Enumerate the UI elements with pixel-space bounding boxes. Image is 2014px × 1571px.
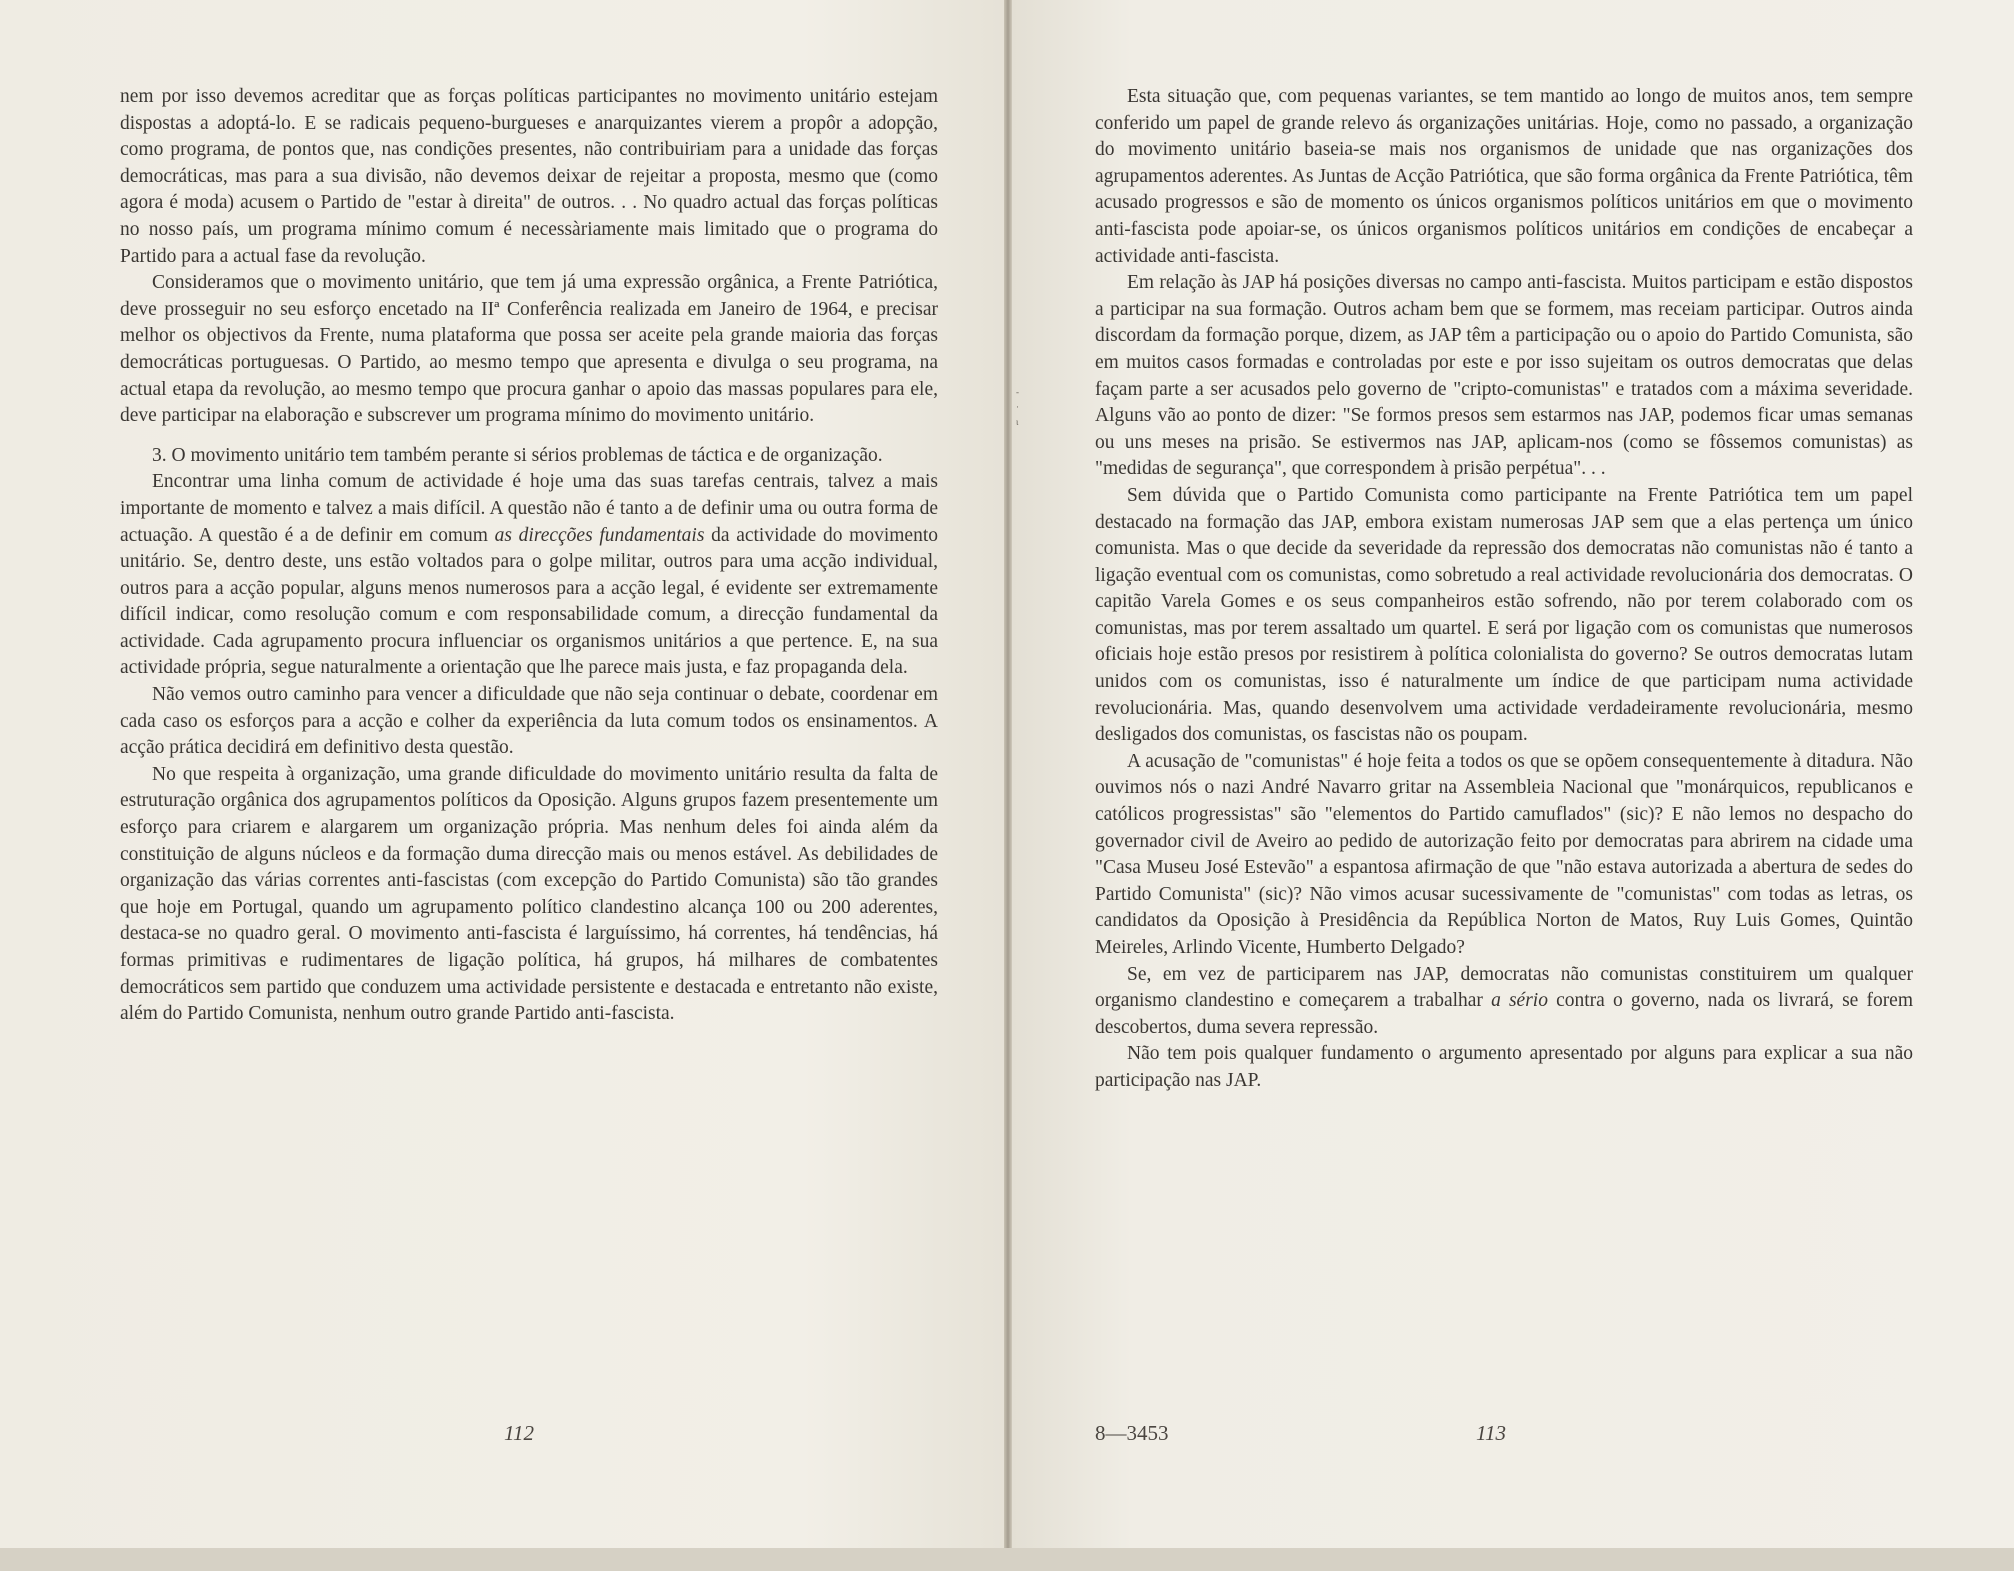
text-run: da actividade do movimento unitário. Se, dentro deste, uns estão voltados para o golpe militar, outros para uma acção individual, outros para a acção popular, alguns menos numerosos para a acção legal, é evidente ser extremamente difícil indicar, como resolução comum e com responsabilidade comum, a direcção fundamental da actividade. Cada agrupamento procura influenciar os organismos unitários a que pertence. E, na sua actividade própria, segue naturalmente a orientação que lhe parece mais justa, e faz propaganda dela. xyxy=(120,524,939,679)
paragraph: No que respeita à organização, uma grande dificuldade do movimento unitário resulta da falta de estruturação orgânica dos agrupamentos políticos da Oposição. Alguns grupos fazem presentemente um esforço para criarem e alargarem um organização própria. Mas nenhum deles foi ainda além da constituição de alguns núcleos e da formação duma direcção mais ou menos estável. As debilidades de organização das várias correntes anti-fascistas (com excepção do Partido Comunista) são tão grandes que hoje em Portugal, quando um agrupamento político clandestino alcança 100 ou 200 aderentes, destaca-se no quadro geral. O movimento anti-fascista é larguíssimo, há correntes, há tendências, há formas primitivas e rudimentares de ligação política, há grupos, há milhares de combatentes democráticos sem partido que conduzem uma actividade persistente e destacada e entretanto não existe, além do Partido Comunista, nenhum outro grande Partido anti-fascista. xyxy=(120,763,938,1025)
paragraph: A acusação de "comunistas" é hoje feita a todos os que se opõem consequentemente à ditadura. Não ouvimos nós o nazi André Navarro gritar na Assembleia Nacional que "monárquicos, republicanos e católicos progressistas" são "elementos do Partido camuflados" (sic)? E não lemos no despacho do governador civil de Aveiro ao pedido de autorização feito por democratas para abrirem na cidade uma "Casa Museu José Estevão" a espantosa afirmação de que "não estava autorizada a abertura de sedes do Partido Comunista" (sic)? Não vimos acusar sucessivamente de "comunistas" com todas as letras, os candidatos da Oposição à Presidência da República Norton de Matos, Ruy Luis Gomes, Quintão Meireles, Arlindo Vicente, Humberto Delgado? xyxy=(1095,750,1913,958)
paragraph: Em relação às JAP há posições diversas no campo anti-fascista. Muitos participam e estão dispostos a participar na sua formação. Outros acham bem que se formem, mas receiam participar. Outros ainda discordam da formação porque, dizem, as JAP têm a participação ou o apoio do Partido Comunista, são em muitos casos formadas e controladas por este e por isso sujeitam os outros democratas que delas façam parte a ser acusados pelo governo de "cripto-comunistas" e tratados com a máxima severidade. Alguns vão ao ponto de dizer: "Se formos presos sem estarmos nas JAP, podemos ficar umas semanas ou uns meses na prisão. Se estivermos nas JAP, aplicam-nos (como se fôssemos comunistas) as "medidas de segurança", que correspondem à prisão perpétua". . . xyxy=(1095,272,1913,480)
page-number-right: 113 xyxy=(1476,1421,1506,1445)
printer-signature-mark: 8—3453 xyxy=(1095,1421,1169,1445)
right-page-text xyxy=(1095,84,1913,1095)
text-run: Encontrar uma linha comum de actividade é hoje uma das suas tarefas centrais, talvez a mais importante de momento e talvez a mais difícil. A questão não é tanto a de definir uma ou outra forma de actuação. A questão é a de definir em comum xyxy=(120,471,938,546)
section-3-heading-paragraph: 3. O movimento unitário tem também perante si sérios problemas de táctica e de organização. xyxy=(152,444,883,466)
paragraph: Esta situação que, com pequenas variantes, se tem mantido ao longo de muitos anos, tem sempre conferido um papel de grande relevo ás organizações unitárias. Hoje, como no passado, a organização do movimento unitário baseia-se mais nos organismos de unidade que nas organizações dos agrupamentos aderentes. As Juntas de Acção Patriótica, que são forma orgânica da Frente Patriótica, têm acusado progressos e são de momento os únicos organismos políticos unitários em que o movimento anti-fascista pode apoiar-se, os únicos organismos políticos unitários em condições de encabeçar a actividade anti-fascista. xyxy=(1095,86,1913,267)
paragraph: Consideramos que o movimento unitário, que tem já uma expressão orgânica, a Frente Patriótica, deve prosseguir no seu esforço encetado na IIª Conferência realizada em Janeiro de 1964, e precisar melhor os objectivos da Frente, numa plataforma que possa ser aceite pela grande maioria das forças democráticas portuguesas. O Partido, ao mesmo tempo que apresenta e divulga o seu programa, na actual etapa da revolução, ao mesmo tempo que procura ganhar o apoio das massas populares para ele, deve participar na elaboração e subscrever um programa mínimo do movimento unitário. xyxy=(120,272,938,427)
paragraph: Sem dúvida que o Partido Comunista como participante na Frente Patriótica tem um papel destacado na formação das JAP, embora existam numerosas JAP sem que a elas pertença um único comunista. Mas o que decide da severidade da repressão dos democratas não comunistas não é tanto a ligação eventual com os comunistas, como sobretudo a real actividade revolucionária dos democratas. O capitão Varela Gomes e os seus companheiros estão sofrendo, não por terem colaborado com os comunistas, mas por terem assaltado um quartel. E será por ligação com os comunistas que numerosos oficiais hoje estão presos por resistirem à política colonialista do governo? Se outros democratas lutam unidos com os comunistas, isso é naturalmente um índice de que participam numa actividade revolucionária. Mas, quando desenvolvem uma actividade verdadeiramente revolucionária, mesmo desligados dos comunistas, os fascistas não os poupam. xyxy=(1095,484,1913,746)
gutter-marks: - · ι xyxy=(1016,387,1019,427)
page-number-left: 112 xyxy=(504,1421,534,1445)
paragraph xyxy=(120,469,938,682)
italic-emphasis: as direcções fundamentais xyxy=(494,524,705,546)
italic-emphasis: a sério xyxy=(1491,990,1548,1012)
left-page-text xyxy=(120,84,938,1028)
page-bottom-edge xyxy=(0,1548,2014,1571)
text-run: contra o governo, nada os livrará, se forem descobertos, duma severa repressão. xyxy=(1095,990,1914,1038)
paragraph: Não tem pois qualquer fundamento o argumento apresentado por alguns para explicar a sua não participação nas JAP. xyxy=(1095,1043,1913,1091)
paragraph: nem por isso devemos acreditar que as forças políticas participantes no movimento unitário estejam dispostas a adoptá-lo. E se radicais pequeno-burgueses e anarquizantes vierem a propôr a adopção, como programa, de pontos que, nas condições presentes, não contribuiriam para a unidade das forças democráticas, mas para a sua divisão, não devemos deixar de rejeitar a proposta, mesmo que (como agora é moda) acusem o Partido de "estar à direita" de outros. . . No quadro actual das forças políticas no nosso país, um programa mínimo comum é necessàriamente mais limitado que o programa do Partido para a actual fase da revolução. xyxy=(120,86,938,267)
text-run: Se, em vez de participarem nas JAP, democratas não comunistas constituirem um qualquer organismo clandestino e começarem a trabalhar xyxy=(1095,963,1913,1012)
paragraph xyxy=(1095,962,1913,1042)
book-gutter xyxy=(1004,0,1012,1571)
paragraph: Não vemos outro caminho para vencer a dificuldade que não seja continuar o debate, coordenar em cada caso os esforços para a acção e colher da experiência da luta comum todos os ensinamentos. A acção prática decidirá em definitivo desta questão. xyxy=(120,684,938,759)
